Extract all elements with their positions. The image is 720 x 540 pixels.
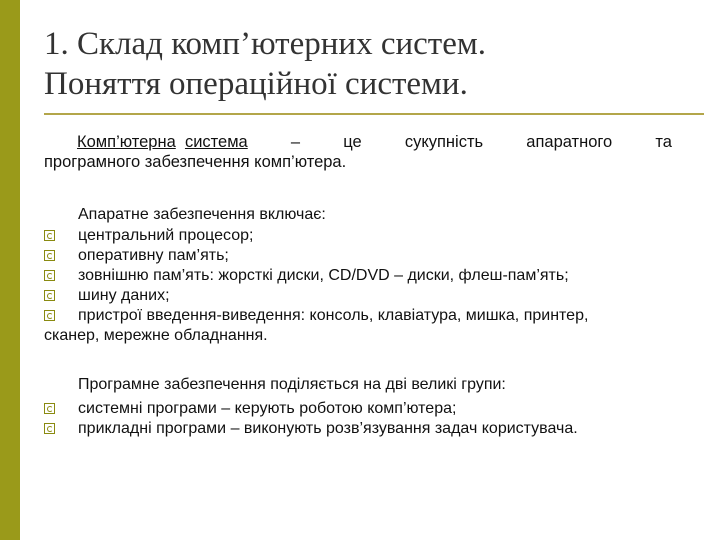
list-item: прикладні програми – виконують розв’язування задач користувача. <box>44 419 684 439</box>
term-computer: Комп’ютерна <box>77 133 176 151</box>
checkbox-square-icon <box>44 310 55 321</box>
list-item: оперативну пам’ять; <box>44 246 684 266</box>
title-line-1: 1. Склад комп’ютерних систем. <box>44 26 486 62</box>
list-item: системні програми – керують роботою комп’ютера; <box>44 399 684 419</box>
title-line-2: Поняття операційної системи. <box>44 66 468 102</box>
software-heading: Програмне забезпечення поділяється на дві великі групи: <box>78 376 506 393</box>
definition-word-1: це <box>343 133 362 151</box>
definition-line-2: програмного забезпечення комп’ютера. <box>44 153 347 171</box>
definition-word-3: апаратного <box>526 133 613 151</box>
software-list <box>44 399 684 439</box>
left-accent-bar <box>0 0 20 540</box>
checkbox-square-icon <box>44 423 55 434</box>
definition-dash: – <box>290 133 301 151</box>
term-system: система <box>184 133 248 151</box>
checkbox-square-icon <box>44 290 55 301</box>
list-item-continuation: сканер, мережне обладнання. <box>44 327 268 344</box>
list-item: пристрої введення-виведення: консоль, клавіатура, мишка, принтер, сканер, мережне обладнання. <box>44 306 684 346</box>
checkbox-square-icon <box>44 270 55 281</box>
hardware-heading: Апаратне забезпечення включає: <box>78 206 326 223</box>
checkbox-square-icon <box>44 250 55 261</box>
hardware-list <box>44 226 684 346</box>
list-item: шину даних; <box>44 286 684 306</box>
slide-title <box>44 24 704 104</box>
title-divider <box>44 113 704 115</box>
definition-word-4: та <box>655 133 672 151</box>
checkbox-square-icon <box>44 403 55 414</box>
definition-word-2: сукупність <box>404 133 484 151</box>
definition-line-1 <box>44 132 672 152</box>
list-item: зовнішню пам’ять: жорсткі диски, CD/DVD – диски, флеш-пам’ять; <box>44 266 684 286</box>
definition-paragraph <box>44 132 672 172</box>
checkbox-square-icon <box>44 230 55 241</box>
list-item: центральний процесор; <box>44 226 684 246</box>
